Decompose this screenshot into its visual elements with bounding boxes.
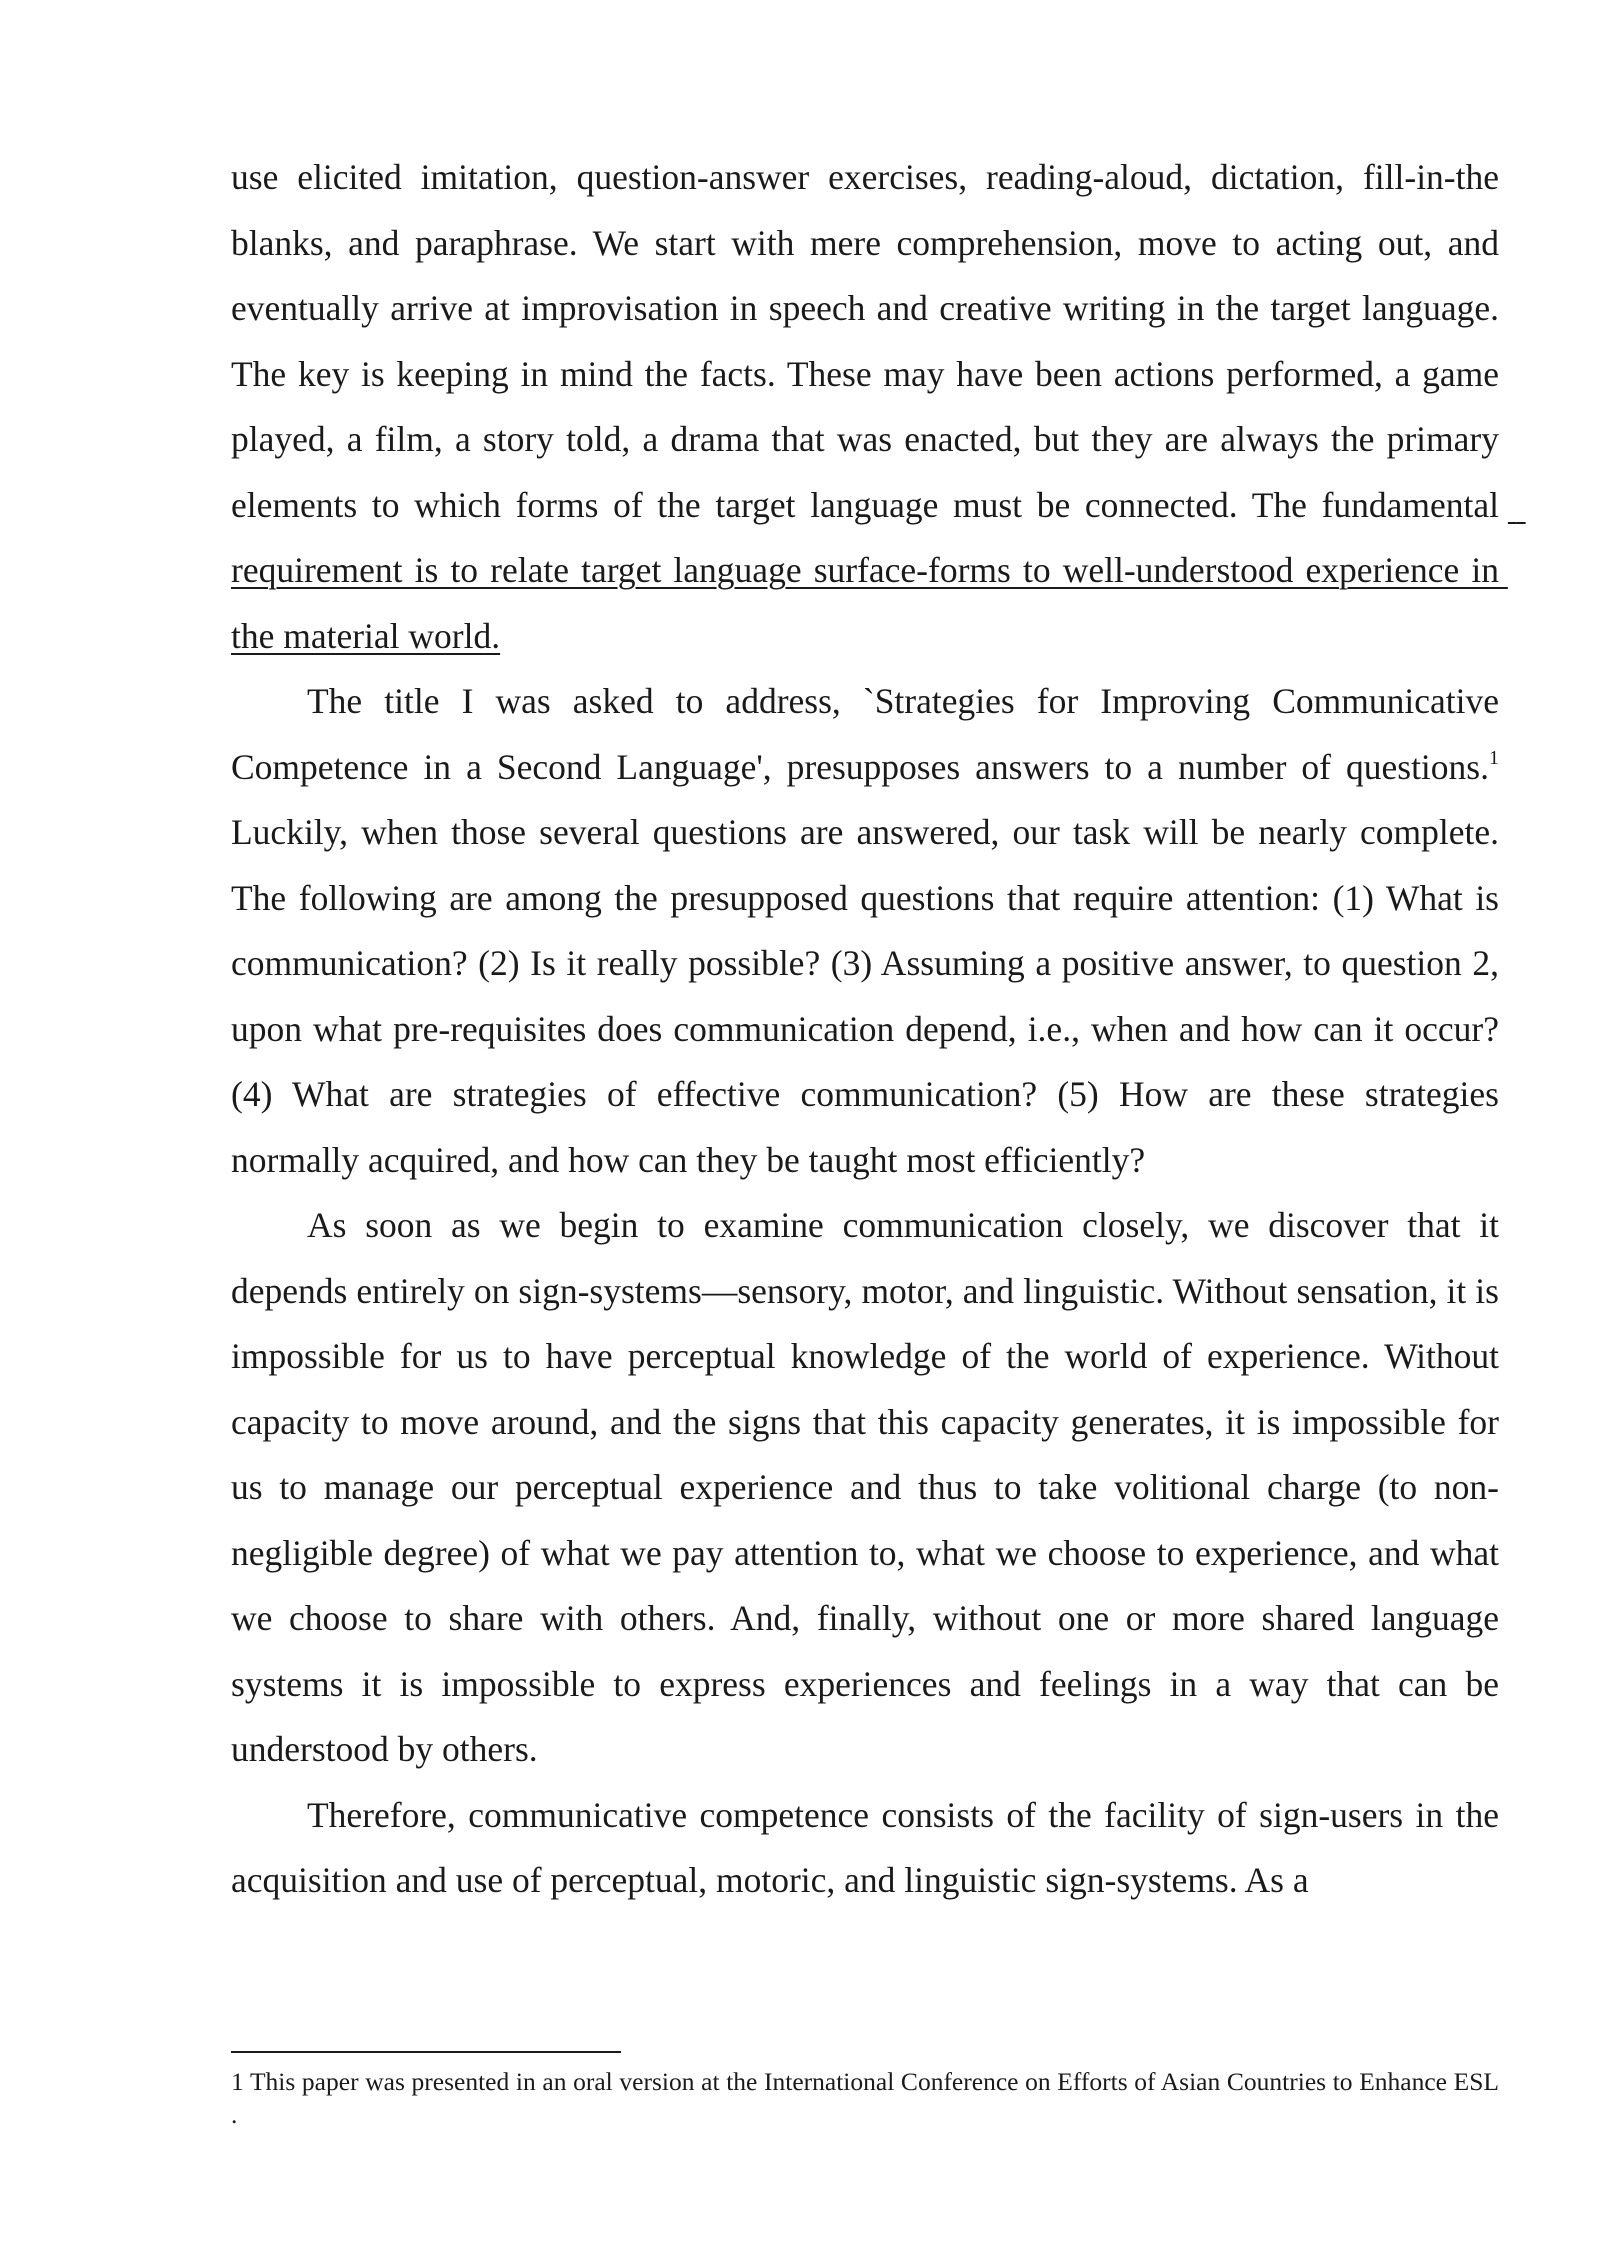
footnote <box>231 2065 1499 2131</box>
footnote-reference: 1 <box>1489 746 1499 769</box>
paragraph-2-text: The title I was asked to address, `Strategies for Improving Communicative Competence in a Second Language', presupposes answers to a number of questions. <box>231 681 1499 787</box>
footnote-text: This paper was presented in an oral version at the International Conference on Efforts of Asian Countries to Enhance ESL . <box>231 2067 1499 2129</box>
paragraph-1 <box>231 145 1526 669</box>
footnote-1 <box>231 2065 1499 2131</box>
paragraph-3: As soon as we begin to examine communication closely, we discover that it depends entirely on sign-systems—sensory, motor, and linguistic. Without sensation, it is impossible for us to have perceptual knowledge of the world of experience. Without capacity to move around, and the signs that this capacity generates, it is impossible for us to manage our perceptual experience and thus to take volitional charge (to non-negligible degree) of what we pay attention to, what we choose to experience, and what we choose to share with others. And, finally, without one or more shared language systems it is impossible to express experiences and feelings in a way that can be understood by others. <box>231 1205 1499 1769</box>
paragraph-2-text-continued: Luckily, when those several questions are answered, our task will be nearly complete. The following are among the presupposed questions that require attention: (1) What is communication? (2) Is it really possible? (3) Assuming a positive answer, to question 2, upon what pre-requisites does communication depend, i.e., when and how can it occur? (4) What are strategies of effective communication? (5) How are these strategies normally acquired, and how can they be taught most efficiently? <box>231 812 1499 1180</box>
footnote-number: 1 <box>231 2067 244 2096</box>
paragraph-2 <box>231 669 1499 1193</box>
underlined-phrase: requirement is to relate target language surface-forms to well-understood experience in the material world. <box>231 484 1526 656</box>
paragraph-1-text: use elicited imitation, question-answer exercises, reading-aloud, dictation, fill-in-the blanks, and paraphrase. We start with mere comprehension, move to acting out, and eventually arrive at improvisation in speech and creative writing in the target language. The key is keeping in mind the facts. These may have been actions performed, a game played, a film, a story told, a drama that was enacted, but they are always the primary elements to which forms of the target language must be connected. The fundamental <box>231 157 1508 525</box>
main-text <box>231 145 1526 1914</box>
paragraph-4: Therefore, communicative competence consists of the facility of sign-users in the acquisition and use of perceptual, motoric, and linguistic sign-systems. As a <box>231 1794 1499 1900</box>
footnote-separator <box>231 2051 621 2053</box>
